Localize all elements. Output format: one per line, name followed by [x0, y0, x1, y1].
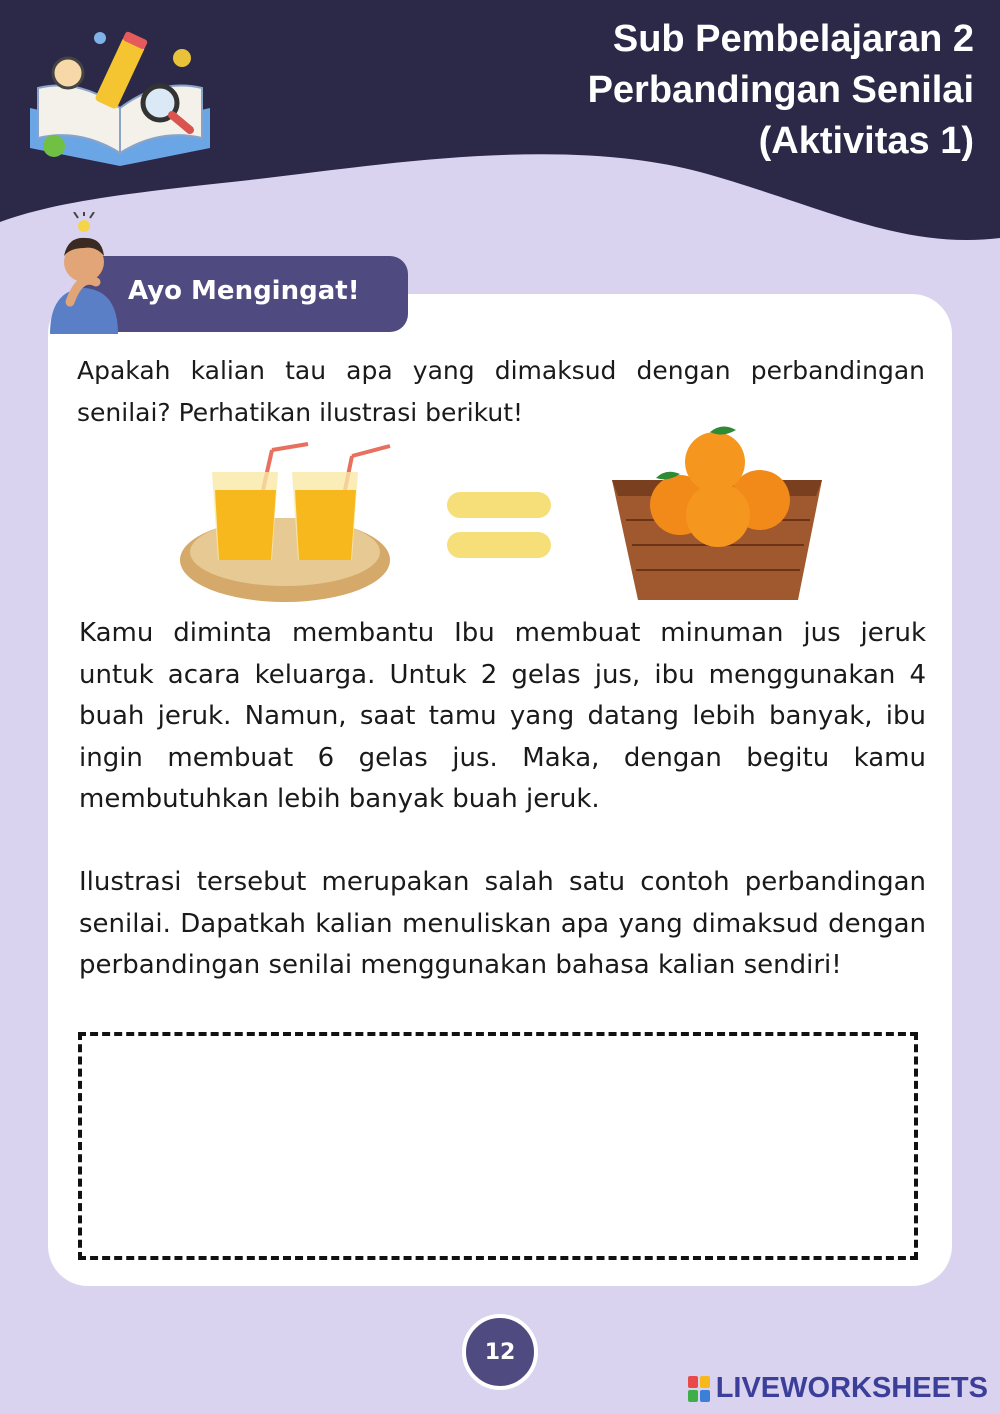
- liveworksheets-logo-icon: [688, 1376, 710, 1402]
- page-title: [588, 14, 974, 167]
- answer-input-box[interactable]: [78, 1032, 918, 1260]
- question-text: Ilustrasi tersebut merupakan salah satu contoh perbandingan senilai. Dapatkah kalian menuliskan apa yang dimaksud dengan perbandingan senilai menggunakan bahasa kalian sendiri!: [79, 867, 926, 980]
- thinking-person-icon: [40, 212, 136, 334]
- title-line-2: Perbandingan Senilai: [587, 69, 974, 111]
- story-text: Kamu diminta membantu Ibu membuat minuman jus jeruk untuk acara keluarga. Untuk 2 gelas jus, ibu menggunakan 4 buah jeruk. Namun, saat tamu yang datang lebih banyak, ibu ingin membuat 6 gelas jus. Maka, dengan begitu kamu membutuhkan lebih banyak buah jeruk.: [79, 618, 926, 814]
- brand-label: LIVEWORKSHEETS: [715, 1372, 988, 1404]
- title-line-3: (Aktivitas 1): [758, 120, 974, 162]
- liveworksheets-brand: [688, 1372, 988, 1405]
- section-tab-label: Ayo Mengingat!: [128, 276, 360, 306]
- intro-text: Apakah kalian tau apa yang dimaksud dengan perbandingan senilai? Perhatikan ilustrasi berikut!: [77, 356, 925, 427]
- title-line-1: Sub Pembelajaran 2: [612, 18, 974, 60]
- study-logo-icon: [20, 18, 220, 168]
- juice-orange-illustration: [170, 420, 850, 610]
- page-number: 12: [462, 1314, 538, 1390]
